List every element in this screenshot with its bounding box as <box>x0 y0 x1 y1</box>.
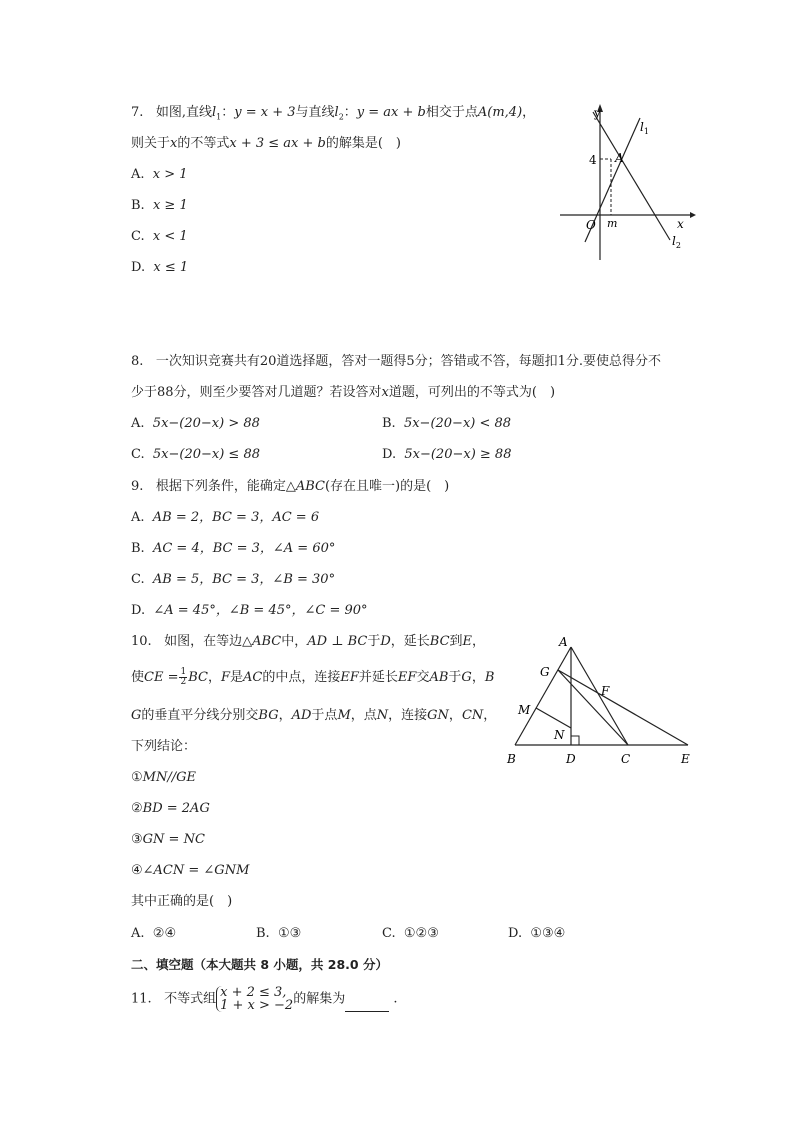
q10-conclusion-1: ①MN//GE <box>131 770 196 785</box>
label-c: C <box>621 752 631 766</box>
q10-stem-line3: G的垂直平分线分别交BG，AD于点M，点N，连接GN，CN， <box>131 708 497 723</box>
q7-option-c: C. x < 1 <box>131 229 188 244</box>
origin-label: O <box>586 218 596 232</box>
q7-option-b: B. x ≥ 1 <box>131 198 188 213</box>
section-title-fill-in: 二、填空题（本大题共 8 小题，共 28.0 分） <box>131 957 388 972</box>
q11-stem: 11. 不等式组 x + 2 ≤ 3, 1 + x > −2 的解集为 . <box>131 985 398 1013</box>
right-angle-mark <box>571 736 579 745</box>
question-number: 8. <box>131 354 144 369</box>
q10-conclusion-4: ④∠ACN = ∠GNM <box>131 863 250 878</box>
question-number: 7. <box>131 105 144 120</box>
q10-ask: 其中正确的是( ) <box>131 894 233 909</box>
q7-option-a: A. x > 1 <box>131 167 188 182</box>
x-tick-m: m <box>607 217 618 230</box>
q10-option-d: D. ①③④ <box>508 926 566 941</box>
label-b: B <box>507 752 516 766</box>
q10-option-c: C. ①②③ <box>382 926 439 941</box>
l2-label: $l_2$ <box>672 234 681 250</box>
line-ge <box>558 670 688 745</box>
label-g: G <box>540 665 550 679</box>
q9-stem: 9. 根据下列条件，能确定△ABC(存在且唯一)的是( ) <box>131 479 450 494</box>
question-number: 11. <box>131 991 152 1007</box>
q8-stem-line2: 少于88分，则至少要答对几道题？若设答对x道题，可列出的不等式为( ) <box>131 385 556 400</box>
line-l2 <box>593 112 670 240</box>
q7-stem-line1: 7. 如图,直线$l_1$：y = x + 3与直线$l_2$：y = ax + b相交于点A(m,4)， <box>131 105 536 122</box>
label-f: F <box>601 684 610 698</box>
side-ac <box>571 647 628 745</box>
q7-graph-figure <box>555 100 695 260</box>
x-axis-arrow <box>690 212 696 218</box>
question-number: 10. <box>131 634 152 649</box>
y-label: y <box>594 106 601 120</box>
q10-stem-line4: 下列结论： <box>131 739 197 754</box>
q8-stem-line1: 8. 一次知识竞赛共有20道选择题，答对一题得5分；答错或不答，每题扣1分.要使总得分不 <box>131 354 662 369</box>
label-n: N <box>554 728 565 742</box>
x-label: x <box>677 217 684 231</box>
y-tick-4: 4 <box>589 153 597 167</box>
q10-conclusion-2: ②BD = 2AG <box>131 801 210 816</box>
q7-stem-line2: 则关于x的不等式x + 3 ≤ ax + b的解集是( ) <box>131 136 402 151</box>
q10-option-a: A. ②④ <box>131 926 177 941</box>
q8-option-c: C. 5x−(20−x) ≤ 88 <box>131 447 260 462</box>
q9-option-c: C. AB = 5，BC = 3，∠B = 30° <box>131 572 336 587</box>
q8-option-d: D. 5x−(20−x) ≥ 88 <box>382 447 512 462</box>
q8-option-a: A. 5x−(20−x) > 88 <box>131 416 260 431</box>
fraction-one-half: $\frac{1}{2}$ <box>180 667 187 687</box>
q10-option-b: B. ①③ <box>256 926 302 941</box>
q9-option-a: A. AB = 2，BC = 3，AC = 6 <box>131 510 320 525</box>
line-mn <box>536 708 571 728</box>
label-d: D <box>566 752 576 766</box>
q10-stem-line2: 使CE = $\frac{1}{2}$ BC，F是AC的中点，连接EF并延长EF交AB于G，B <box>131 667 495 687</box>
q10-conclusion-3: ③GN = NC <box>131 832 205 847</box>
label-a: A <box>559 635 568 649</box>
label-e: E <box>681 752 690 766</box>
q10-triangle-figure <box>500 632 700 772</box>
question-number: 9. <box>131 479 144 494</box>
l1-label: $l_1$ <box>640 120 649 136</box>
q7-option-d: D. x ≤ 1 <box>131 260 189 275</box>
inequality-system: x + 2 ≤ 3, 1 + x > −2 <box>216 986 293 1012</box>
label-m: M <box>518 703 531 717</box>
q10-stem-line1: 10. 如图，在等边△ABC中，AD ⊥ BC于D，延长BC到E， <box>131 634 486 649</box>
line-gnc <box>558 670 628 745</box>
q9-option-d: D. ∠A = 45°，∠B = 45°，∠C = 90° <box>131 603 368 618</box>
answer-blank[interactable] <box>345 999 389 1012</box>
q8-option-b: B. 5x−(20−x) < 88 <box>382 416 512 431</box>
q9-option-b: B. AC = 4，BC = 3，∠A = 60° <box>131 541 336 556</box>
point-a: A <box>615 151 624 165</box>
